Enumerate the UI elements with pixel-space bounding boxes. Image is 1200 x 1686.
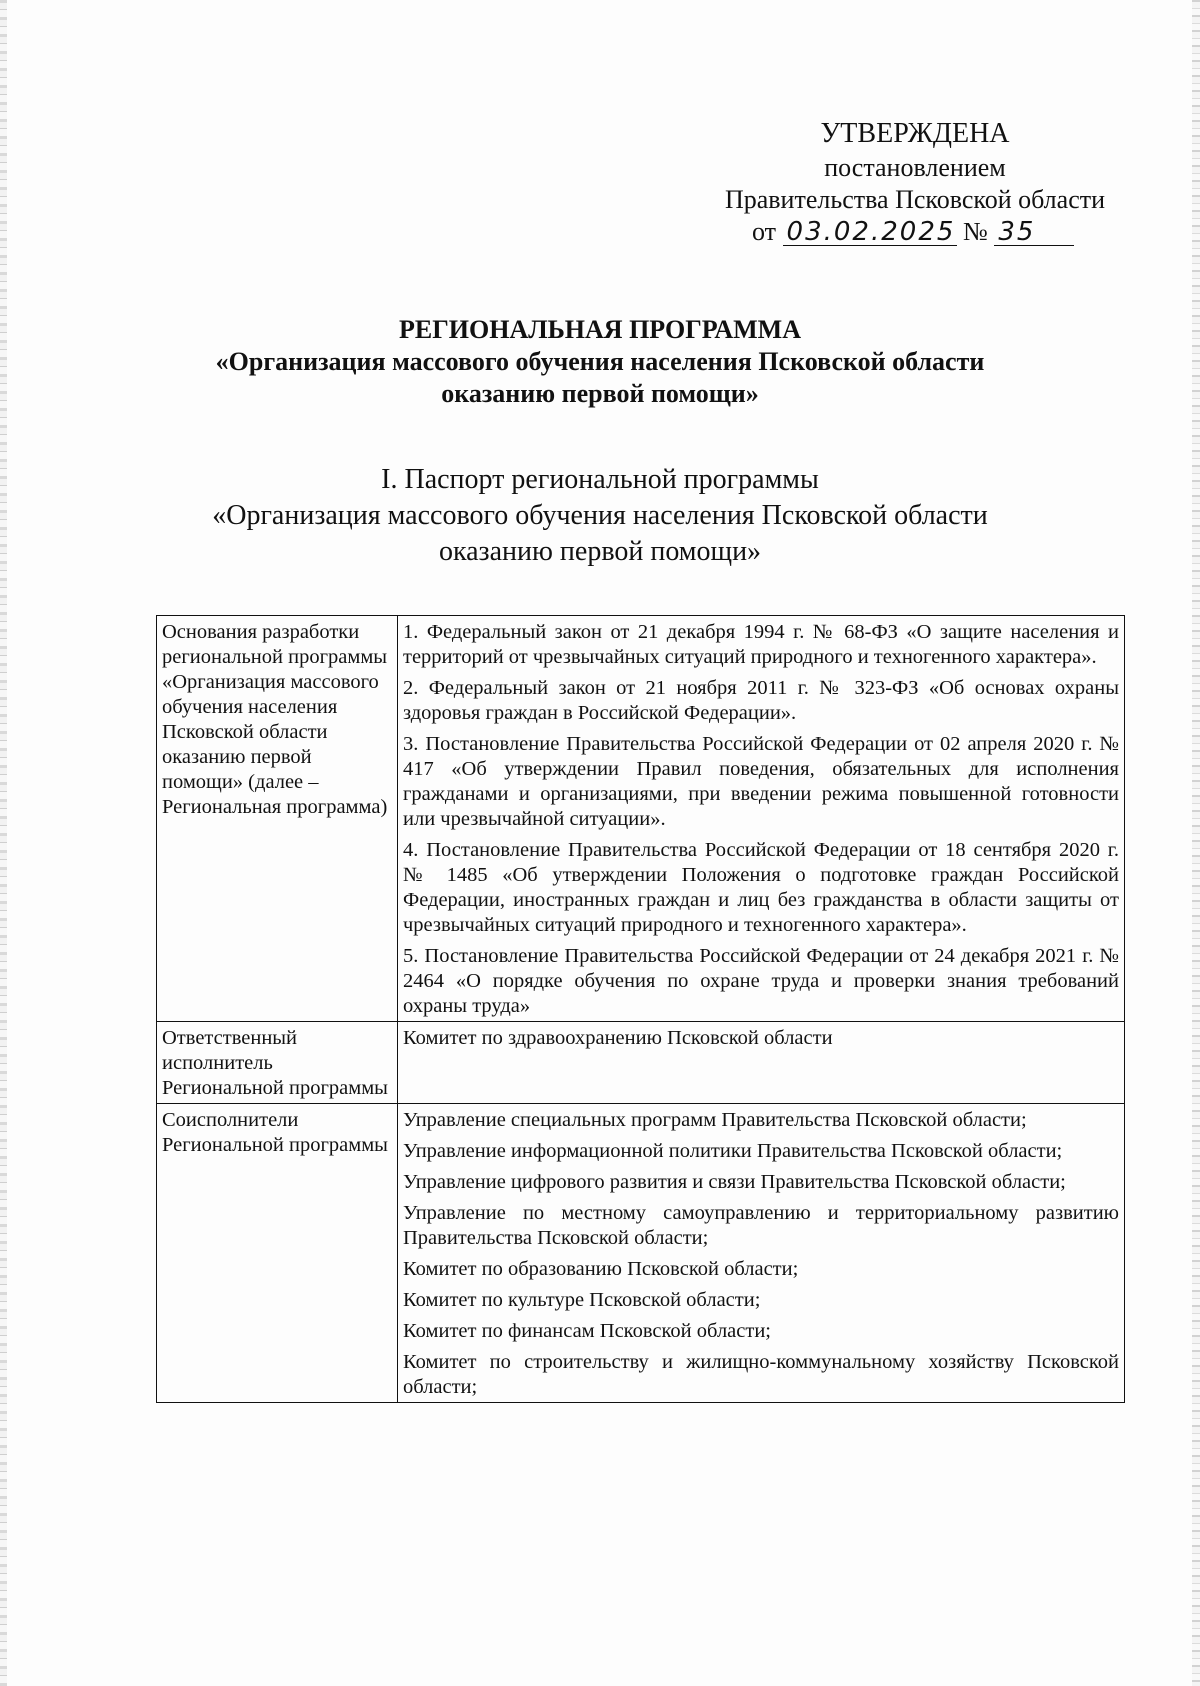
approval-line-2: Правительства Псковской области: [724, 185, 1106, 214]
list-item: Комитет по строительству и жилищно-коммунальному хозяйству Псковской области;: [403, 1351, 1119, 1398]
list-item: 1. Федеральный закон от 21 декабря 1994 г. № 68-ФЗ «О защите населения и территорий от чрезвычайных ситуаций природного и техногенного характера».: [403, 621, 1119, 668]
list-item: Управление по местному самоуправлению и территориальному развитию Правительства Псковской области;: [403, 1202, 1119, 1249]
title-line-3: оказанию первой помощи»: [441, 379, 759, 408]
approval-heading: УТВЕРЖДЕНА: [820, 118, 1010, 149]
scan-edge-right: [1192, 0, 1200, 1686]
list-item: Комитет по образованию Псковской области;: [403, 1258, 799, 1280]
table-row-co-executors: [157, 1104, 1125, 1403]
number-sign: №: [963, 217, 988, 246]
list-item: Комитет по здравоохранению Псковской области: [403, 1027, 833, 1049]
approval-block: [700, 118, 1130, 248]
list-item: Комитет по культуре Псковской области;: [403, 1289, 761, 1311]
row-label: Соисполнители Региональной программы: [157, 1104, 398, 1403]
list-item: Комитет по финансам Псковской области;: [403, 1320, 771, 1342]
row-label: Основания разработки региональной программы «Организация массового обучения населения Псковской области оказанию первой помощи» (далее – Региональная программа): [157, 616, 398, 1022]
section-line-2: «Организация массового обучения населения Псковской области: [212, 500, 988, 531]
table-row-responsible: [157, 1022, 1125, 1104]
handwritten-number: 35: [994, 219, 1074, 246]
row-content: [398, 1022, 1125, 1104]
approval-line-1: постановлением: [824, 153, 1006, 182]
list-item: Управление цифрового развития и связи Правительства Псковской области;: [403, 1171, 1066, 1193]
handwritten-date: 03.02.2025: [783, 219, 957, 246]
approval-prefix: от: [752, 217, 777, 246]
passport-table: [156, 615, 1125, 1403]
section-heading: [0, 462, 1200, 570]
list-item: 4. Постановление Правительства Российской Федерации от 18 сентября 2020 г. № 1485 «Об утверждении Положения о подготовке граждан Российской Федерации, иностранных граждан и лиц без гражданства в области защиты от чрезвычайных ситуаций природного и техногенного характера».: [403, 839, 1119, 936]
title-line-1: РЕГИОНАЛЬНАЯ ПРОГРАММА: [399, 315, 801, 344]
approval-date-number-line: [700, 216, 1130, 248]
row-content: [398, 616, 1125, 1022]
list-item: 5. Постановление Правительства Российской Федерации от 24 декабря 2021 г. № 2464 «О порядке обучения по охране труда и проверки знания требований охраны труда»: [403, 945, 1119, 1017]
row-label: Ответственный исполнитель Региональной программы: [157, 1022, 398, 1104]
list-item: Управление информационной политики Правительства Псковской области;: [403, 1140, 1063, 1162]
table-row-basis: [157, 616, 1125, 1022]
list-item: Управление специальных программ Правительства Псковской области;: [403, 1109, 1027, 1131]
document-title: [0, 314, 1200, 410]
section-line-3: оказанию первой помощи»: [438, 536, 762, 567]
list-item: 3. Постановление Правительства Российской Федерации от 02 апреля 2020 г. № 417 «Об утверждении Правил поведения, обязательных для исполнения гражданами и организациями, при введении режима повышенной готовности или чрезвычайной ситуации».: [403, 733, 1119, 830]
list-item: 2. Федеральный закон от 21 ноября 2011 г. № 323-ФЗ «Об основах охраны здоровья граждан в Российской Федерации».: [403, 677, 1119, 724]
title-line-2: «Организация массового обучения населения Псковской области: [215, 347, 985, 376]
scan-edge-left: [0, 0, 7, 1686]
row-content: [398, 1104, 1125, 1403]
section-line-1: I. Паспорт региональной программы: [381, 464, 819, 495]
